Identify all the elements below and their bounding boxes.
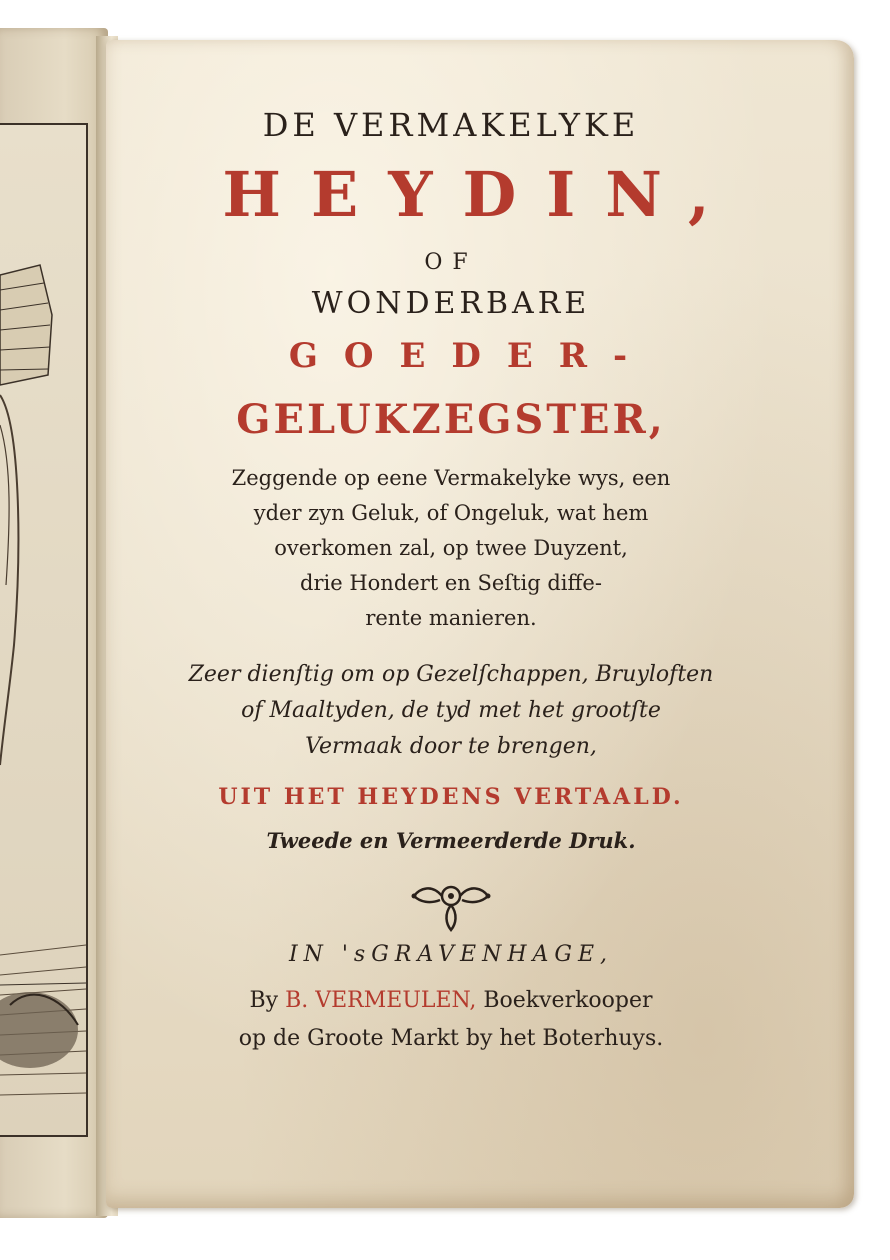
frontispiece-page (0, 28, 108, 1218)
subtitle-line-3: overkomen zal, op twee Duyzent, (274, 536, 628, 560)
subtitle-line-1: Zeggende op eene Vermakelyke wys, een (231, 466, 671, 490)
italic-line-3: Vermaak door te brengen, (305, 734, 597, 759)
subtitle-line-5: rente manieren. (365, 606, 537, 630)
imprint-by-suffix: Boekverkooper (476, 988, 653, 1013)
imprint-printer-name: B. VERMEULEN, (285, 988, 477, 1013)
imprint-printer-line (106, 988, 796, 1013)
title-page (106, 40, 854, 1208)
title-line-6: GELUKZEGSTER, (236, 396, 666, 443)
title-line-5: GOEDER- (288, 336, 654, 376)
subtitle-line-4: drie Hondert en Seſtig diffe- (300, 571, 602, 595)
edition-note: Tweede en Vermeerderde Druk. (266, 828, 636, 853)
translation-note: UIT HET HEYDENS VERTAALD. (218, 784, 684, 810)
frontispiece-engraving (0, 123, 88, 1137)
subtitle-line-2: yder zyn Geluk, of Ongeluk, wat hem (253, 501, 649, 525)
imprint-address: op de Groote Markt by het Boterhuys. (238, 1026, 664, 1051)
imprint-by-prefix: By (249, 988, 286, 1013)
title-line-4: WONDERBARE (311, 286, 591, 321)
italic-line-1: Zeer dienſtig om op Gezelſchappen, Bruyloften (188, 662, 714, 687)
printers-ornament-icon (406, 878, 496, 934)
title-line-1: DE VERMAKELYKE (262, 106, 640, 144)
italic-line-2: of Maaltyden, de tyd met het grootſte (241, 698, 661, 723)
title-line-3: OF (424, 250, 478, 275)
title-line-2: HEYDIN, (222, 158, 740, 231)
imprint-place: IN 'sGRAVENHAGE, (288, 942, 614, 967)
